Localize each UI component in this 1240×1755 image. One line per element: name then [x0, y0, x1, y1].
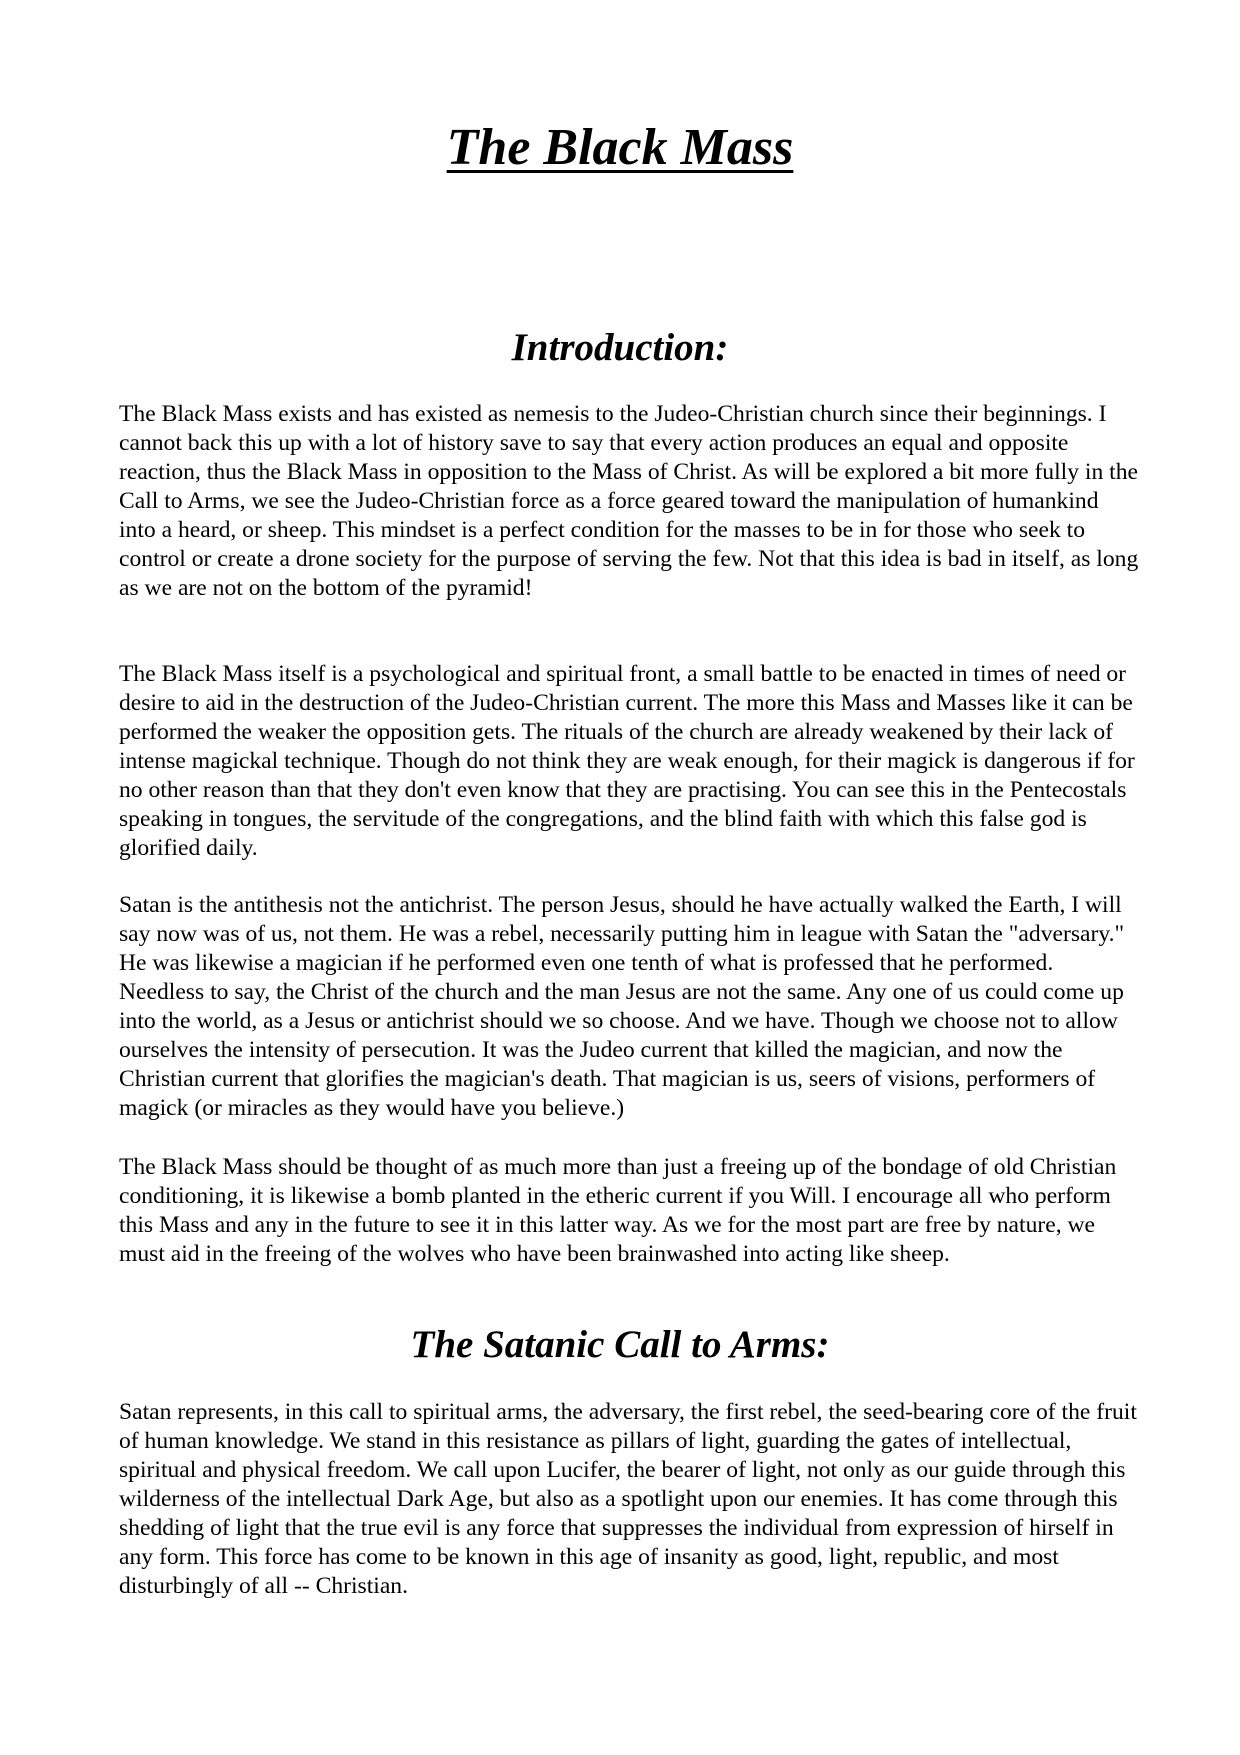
- document-title: The Black Mass: [446, 119, 794, 176]
- introduction-paragraph-1: The Black Mass exists and has existed as nemesis to the Judeo-Christian church since their beginnings. I cannot back this up with a lot of history save to say that every action produces an equal and opposite reaction, thus the Black Mass in opposition to the Mass of Christ. As will be explored a bit more fully in the Call to Arms, we see the Judeo-Christian force as a force geared toward the manipulation of humankind into a heard, or sheep. This mindset is a perfect condition for the masses to be in for those who seek to control or create a drone society for the purpose of serving the few. Not that this idea is bad in itself, as long as we are not on the bottom of the pyramid!: [119, 401, 1139, 601]
- introduction-heading: Introduction:: [511, 326, 729, 369]
- call-to-arms-heading: The Satanic Call to Arms:: [410, 1323, 830, 1366]
- introduction-paragraph-2: The Black Mass itself is a psychological and spiritual front, a small battle to be enacted in times of need or desire to aid in the destruction of the Judeo-Christian current. The more this Mass and Masses like it can be performed the weaker the opposition gets. The rituals of the church are already weakened by their lack of intense magickal technique. Though do not think they are weak enough, for their magick is dangerous if for no other reason than that they don't even know that they are practising. You can see this in the Pentecostals speaking in tongues, the servitude of the congregations, and the blind faith with which this false god is glorified daily.: [119, 661, 1135, 861]
- introduction-paragraph-3: Satan is the antithesis not the antichrist. The person Jesus, should he have actually walked the Earth, I will say now was of us, not them. He was a rebel, necessarily putting him in league with Satan the "adversary." He was likewise a magician if he performed even one tenth of what is professed that he performed. Needless to say, the Christ of the church and the man Jesus are not the same. Any one of us could come up into the world, as a Jesus or antichrist should we so choose. And we have. Though we choose not to allow ourselves the intensity of persecution. It was the Judeo current that killed the magician, and now the Christian current that glorifies the magician's death. That magician is us, seers of visions, performers of magick (or miracles as they would have you believe.): [119, 892, 1125, 1121]
- call-to-arms-paragraph-1: Satan represents, in this call to spiritual arms, the adversary, the first rebel, the seed-bearing core of the fruit of human knowledge. We stand in this resistance as pillars of light, guarding the gates of intellectual, spiritual and physical freedom. We call upon Lucifer, the bearer of light, not only as our guide through this wilderness of the intellectual Dark Age, but also as a spotlight upon our enemies. It has come through this shedding of light that the true evil is any force that suppresses the individual from expression of hirself in any form. This force has come to be known in this age of insanity as good, light, republic, and most disturbingly of all -- Christian.: [119, 1399, 1137, 1599]
- introduction-paragraph-4: The Black Mass should be thought of as much more than just a freeing up of the bondage of old Christian conditioning, it is likewise a bomb planted in the etheric current if you Will. I encourage all who perform this Mass and any in the future to see it in this latter way. As we for the most part are free by nature, we must aid in the freeing of the wolves who have been brainwashed into acting like sheep.: [119, 1154, 1117, 1267]
